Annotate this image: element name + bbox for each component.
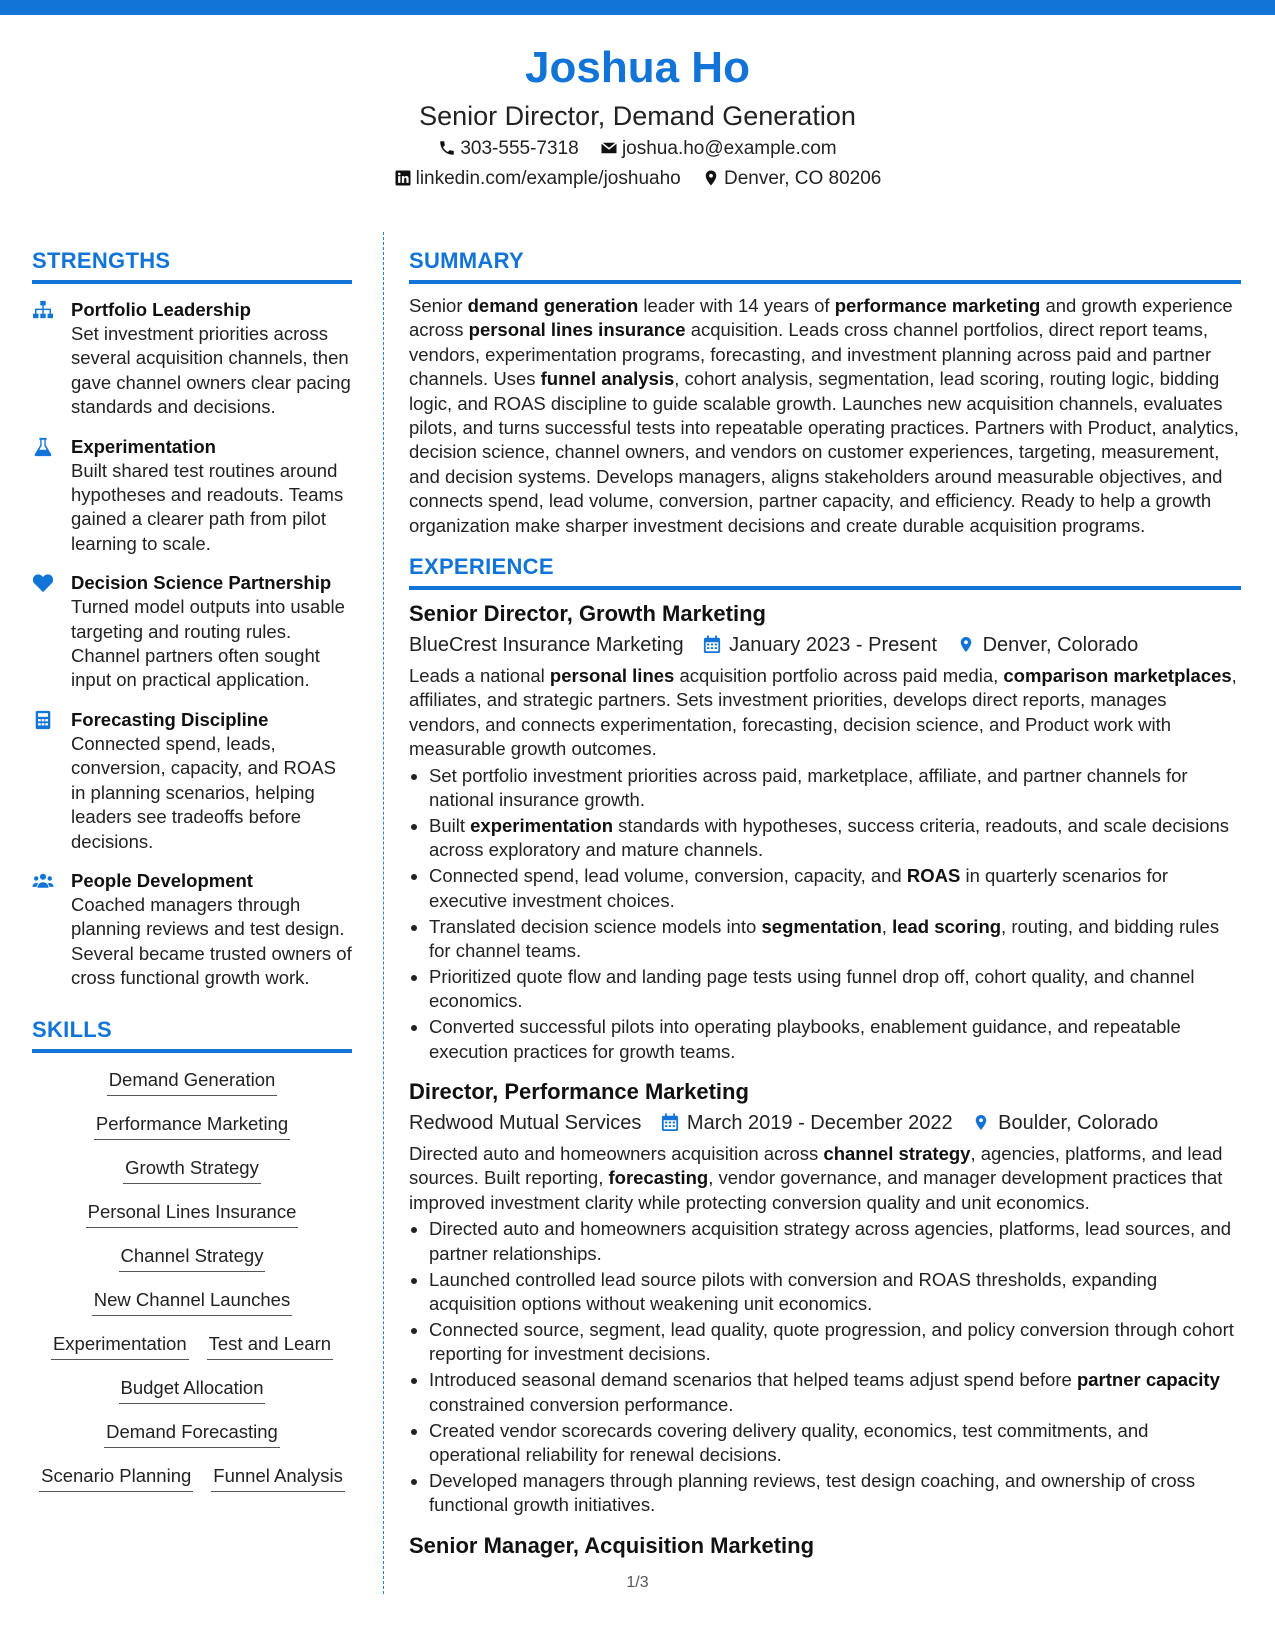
bullet-item: • Connected spend, lead volume, conversion, capacity, and ROAS in quarterly scenarios for executive investment choices. (429, 864, 1241, 913)
skill-tag: Demand Generation (107, 1069, 278, 1096)
bullet-item: • Set portfolio investment priorities across paid, marketplace, affiliate, and partner channels for national insurance growth. (429, 764, 1241, 813)
job-location-text: Denver, Colorado (982, 634, 1139, 657)
linkedin-text[interactable]: linkedin.com/example/joshuaho (415, 168, 681, 189)
skill-row (32, 1377, 352, 1404)
strength-item (32, 435, 352, 557)
calendar-icon (703, 635, 721, 654)
skill-tag: Personal Lines Insurance (86, 1201, 299, 1228)
skill-tag: Funnel Analysis (211, 1465, 345, 1492)
bullet-item: • Built experimentation standards with hypotheses, success criteria, readouts, and scale decisions across exploratory and mature channels. (429, 814, 1241, 863)
map-pin-icon (957, 635, 975, 654)
strength-item (32, 571, 352, 693)
linkedin-icon (394, 169, 412, 187)
job-meta (409, 1108, 1241, 1138)
skill-row (32, 1069, 352, 1096)
phone-icon (438, 139, 456, 157)
skill-row (32, 1465, 352, 1492)
company-name: Redwood Mutual Services (409, 1112, 642, 1135)
strengths-heading: STRENGTHS (32, 248, 352, 284)
candidate-name: Joshua Ho (525, 43, 750, 92)
location-text: Denver, CO 80206 (724, 168, 882, 189)
email-text[interactable]: joshua.ho@example.com (621, 138, 837, 159)
job-location-text: Boulder, Colorado (998, 1112, 1159, 1135)
job-description: Leads a national personal lines acquisition portfolio across paid media, comparison marketplaces, affiliates, and strategic partners. Sets investment priorities, develops direct reports, manages vendors, and connects experimentation, forecasting, decision science, and Product work with measurable growth outcomes. (409, 665, 1237, 760)
sitemap-icon (32, 300, 56, 322)
strength-desc: Connected spend, leads, conversion, capacity, and ROAS in planning scenarios, helping leaders see tradeoffs before decisions. (71, 732, 336, 852)
phone-text[interactable]: 303-555-7318 (460, 138, 579, 159)
summary-text: Senior demand generation leader with 14 years of performance marketing and growth experience across personal lines insurance acquisition. Leads cross channel portfolios, direct report teams, vendors, experimentation programs, forecasting, and investment planning across paid and partner channels. Uses funnel analysis, cohort analysis, segmentation, lead scoring, routing logic, bidding logic, and ROAS discipline to guide scalable growth. Launches new acquisition channels, evaluates pilots, and turns successful tests into repeatable operating practices. Partners with Product, analytics, decision science, channel owners, and vendors on customer experiences, targeting, measurement, and decision systems. Develops managers, aligns stakeholders around measurable objectives, and connects spend, lead volume, conversion, partner capacity, and efficiency. Ready to help a growth organization make sharper investment decisions and create durable acquisition programs. (409, 295, 1239, 536)
strength-title: Decision Science Partnership (71, 572, 332, 594)
linkedin-item (394, 164, 681, 194)
calendar-icon (661, 1113, 679, 1132)
job-title: Director, Performance Marketing (409, 1079, 749, 1105)
map-pin-icon (702, 169, 720, 187)
bullet-item: • Created vendor scorecards covering delivery quality, economics, test commitments, and operational reliability for renewal decisions. (429, 1419, 1241, 1468)
top-accent-bar (0, 0, 1275, 15)
job-dates (661, 1108, 953, 1138)
skill-row (32, 1113, 352, 1140)
job-entry (409, 1532, 1241, 1560)
skill-tag: Test and Learn (207, 1333, 333, 1360)
summary-heading: SUMMARY (409, 248, 1241, 284)
job-entry (409, 600, 1241, 1064)
candidate-title: Senior Director, Demand Generation (419, 101, 856, 131)
flask-icon (32, 437, 56, 459)
bullet-item: • Launched controlled lead source pilots with conversion and ROAS thresholds, expanding acquisition options without weakening unit economics. (429, 1268, 1241, 1317)
job-description: Directed auto and homeowners acquisition across channel strategy, agencies, platforms, and lead sources. Built reporting, forecasting, vendor governance, and manager development practices that improved investment clarity while protecting conversion quality and unit economics. (409, 1143, 1223, 1213)
users-icon (32, 871, 56, 893)
skills-list (32, 1069, 352, 1492)
skill-row (32, 1333, 352, 1360)
strength-title: Forecasting Discipline (71, 708, 269, 730)
strength-item (32, 298, 352, 420)
map-pin-icon (972, 1113, 990, 1132)
skill-tag: Performance Marketing (94, 1113, 290, 1140)
contact-row-1 (0, 134, 1275, 164)
job-dates (703, 630, 937, 660)
skill-tag: New Channel Launches (92, 1289, 292, 1316)
strength-title: Experimentation (71, 435, 216, 457)
job-location (957, 630, 1139, 660)
skill-tag: Experimentation (51, 1333, 189, 1360)
job-dates-text: March 2019 - December 2022 (686, 1112, 953, 1135)
strength-desc: Set investment priorities across several acquisition channels, then gave channel owners clear pacing standards and decisions. (71, 323, 351, 418)
column-divider (383, 232, 384, 1594)
skill-row (32, 1421, 352, 1448)
job-title: Senior Manager, Acquisition Marketing (409, 1532, 815, 1558)
location-item (702, 164, 881, 194)
company-name: BlueCrest Insurance Marketing (409, 634, 684, 657)
skill-tag: Demand Forecasting (104, 1421, 280, 1448)
skill-row (32, 1157, 352, 1184)
strength-desc: Coached managers through planning reviews and test design. Several became trusted owners of cross functional growth work. (71, 893, 352, 989)
strength-desc: Turned model outputs into usable targeting and routing rules. Channel partners often sought input on practical application. (71, 596, 345, 691)
job-bullets (409, 764, 1241, 1064)
bullet-item: • Prioritized quote flow and landing page tests using funnel drop off, cohort quality, and channel economics. (429, 965, 1241, 1014)
strength-item (32, 869, 352, 991)
bullet-item: • Introduced seasonal demand scenarios that helped teams adjust spend before partner capacity constrained conversion performance. (429, 1368, 1241, 1417)
bullet-item: • Developed managers through planning reviews, test design coaching, and ownership of cross functional growth initiatives. (429, 1469, 1241, 1518)
strengths-list (32, 298, 352, 991)
skill-tag: Scenario Planning (39, 1465, 193, 1492)
strength-desc: Built shared test routines around hypotheses and readouts. Teams gained a clearer path from pilot learning to scale. (71, 459, 344, 554)
right-column (409, 248, 1241, 1574)
skill-tag: Channel Strategy (119, 1245, 266, 1272)
skill-row (32, 1289, 352, 1316)
job-bullets (409, 1217, 1241, 1517)
strength-title: Portfolio Leadership (71, 299, 251, 320)
contact-row-2 (0, 164, 1275, 194)
skill-row (32, 1245, 352, 1272)
bullet-item: • Translated decision science models into segmentation, lead scoring, routing, and bidding rules for channel teams. (429, 915, 1241, 964)
job-entry (409, 1078, 1241, 1518)
job-dates-text: January 2023 - Present (729, 634, 938, 657)
bullet-item: • Directed auto and homeowners acquisition strategy across agencies, platforms, lead sources, and partner relationships. (429, 1217, 1241, 1266)
experience-heading: EXPERIENCE (409, 554, 1241, 590)
skill-tag: Growth Strategy (123, 1157, 261, 1184)
skills-heading: SKILLS (32, 1017, 352, 1053)
strength-title: People Development (71, 869, 253, 891)
page-number: 1/3 (626, 1574, 649, 1591)
email-item (600, 134, 837, 164)
phone-item (438, 134, 578, 164)
skill-tag: Budget Allocation (119, 1377, 266, 1404)
strength-item (32, 708, 352, 854)
heart-icon (32, 573, 56, 595)
bullet-item: • Converted successful pilots into operating playbooks, enablement guidance, and repeatable execution practices for growth teams. (429, 1015, 1241, 1064)
envelope-icon (600, 139, 618, 157)
resume-header (0, 40, 1275, 194)
left-column (32, 248, 352, 1509)
skill-row (32, 1201, 352, 1228)
calculator-icon (32, 710, 56, 732)
bullet-item: • Connected source, segment, lead quality, quote progression, and policy conversion through cohort reporting for investment decisions. (429, 1318, 1241, 1367)
job-title: Senior Director, Growth Marketing (409, 601, 766, 627)
job-meta (409, 630, 1241, 660)
job-location (972, 1108, 1158, 1138)
